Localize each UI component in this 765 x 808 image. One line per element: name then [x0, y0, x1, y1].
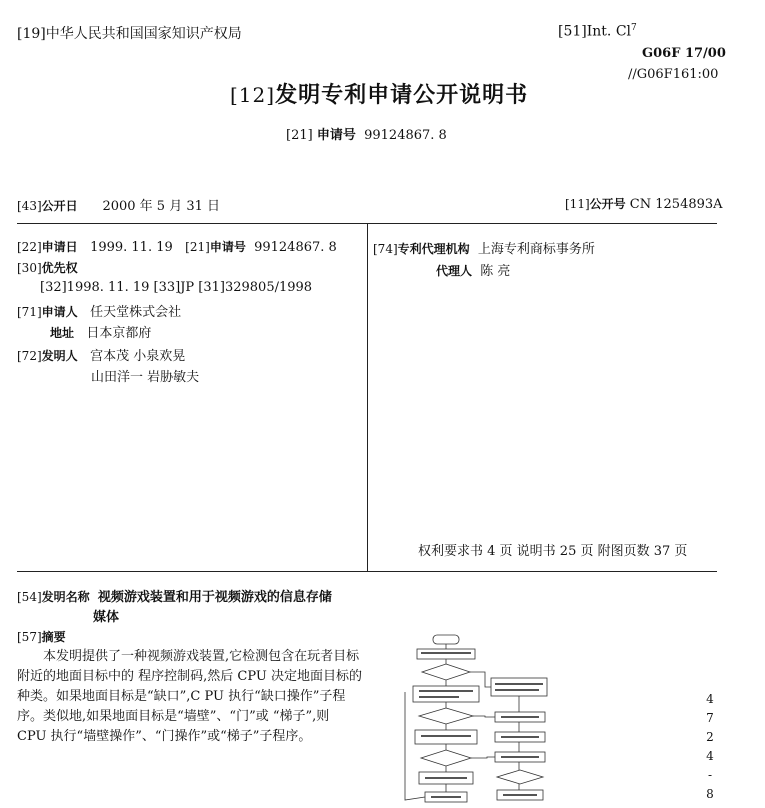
side-code-char: 8: [706, 787, 714, 801]
applicant-line: [71]申请人 任天堂株式会社: [17, 305, 182, 320]
side-code-char: -: [707, 768, 713, 782]
flowchart-figure: [395, 632, 555, 808]
priority-details: [32]1998. 11. 19 [33]JP [31]329805/1998: [40, 280, 313, 295]
invention-name-line-2: 媒体: [93, 610, 120, 625]
rule-bottom: [17, 571, 717, 572]
flow-step: [413, 686, 479, 702]
flow-decision: [421, 750, 471, 766]
side-code-char: 4: [706, 692, 714, 706]
invention-name: [54]发明名称 视频游戏装置和用于视频游戏的信息存储: [17, 590, 332, 605]
application-number-line: [21] 申请号 99124867. 8: [286, 128, 447, 143]
priority-heading: [30]优先权: [17, 261, 78, 275]
flow-step: [491, 678, 547, 696]
classification-sub: //G06F161:00: [628, 67, 719, 82]
inventor-line: [72]发明人 宫本茂 小泉欢晃: [17, 349, 186, 364]
side-code: [700, 690, 720, 804]
agency-line: [74]专利代理机构 上海专利商标事务所: [373, 242, 595, 257]
flow-decision: [422, 664, 470, 680]
flow-start: [433, 635, 459, 644]
page-count: 权利要求书 4 页 说明书 25 页 附图页数 37 页: [418, 544, 688, 559]
side-code-char: 4: [706, 749, 714, 763]
filing-date-line: [22]申请日 1999. 11. 19 [21]申请号 99124867. 8: [17, 240, 337, 255]
document-title: [12]发明专利申请公开说明书: [230, 82, 529, 108]
inventor-line-2: 山田洋一 岩胁敏夫: [91, 370, 200, 385]
abstract-text: 本发明提供了一种视频游戏装置,它检测包含在玩者目标附近的地面目标中的 程序控制码,然后 CPU 决定地面目标的种类。如果地面目标是“缺口”,C PU 执行“缺口操作”子程序。类似地,如果地面目标是“墙壁”、“门”或 “梯子”,则 CPU 执行“墙壁操作”、“门操作”或“梯子”子程序。: [17, 649, 362, 744]
side-code-char: 7: [706, 711, 714, 725]
int-cl-label: [51]Int. Cl$^7$: [558, 23, 637, 40]
classification-main: G06F 17/00: [642, 46, 726, 61]
publication-date: [43]公开日 2000 年 5 月 31 日: [17, 199, 221, 214]
flow-decision: [497, 770, 543, 784]
abstract-heading: [57]摘要: [17, 630, 66, 644]
publication-number: [11]公开号 CN 1254893A: [565, 197, 723, 212]
flow-decision: [419, 708, 473, 724]
patent-authority: [19]中华人民共和国国家知识产权局: [17, 26, 242, 42]
side-code-char: 2: [706, 730, 714, 744]
address-line: 地址 日本京都府: [50, 326, 152, 341]
column-divider: [367, 223, 368, 571]
agent-line: 代理人 陈 亮: [436, 264, 511, 279]
